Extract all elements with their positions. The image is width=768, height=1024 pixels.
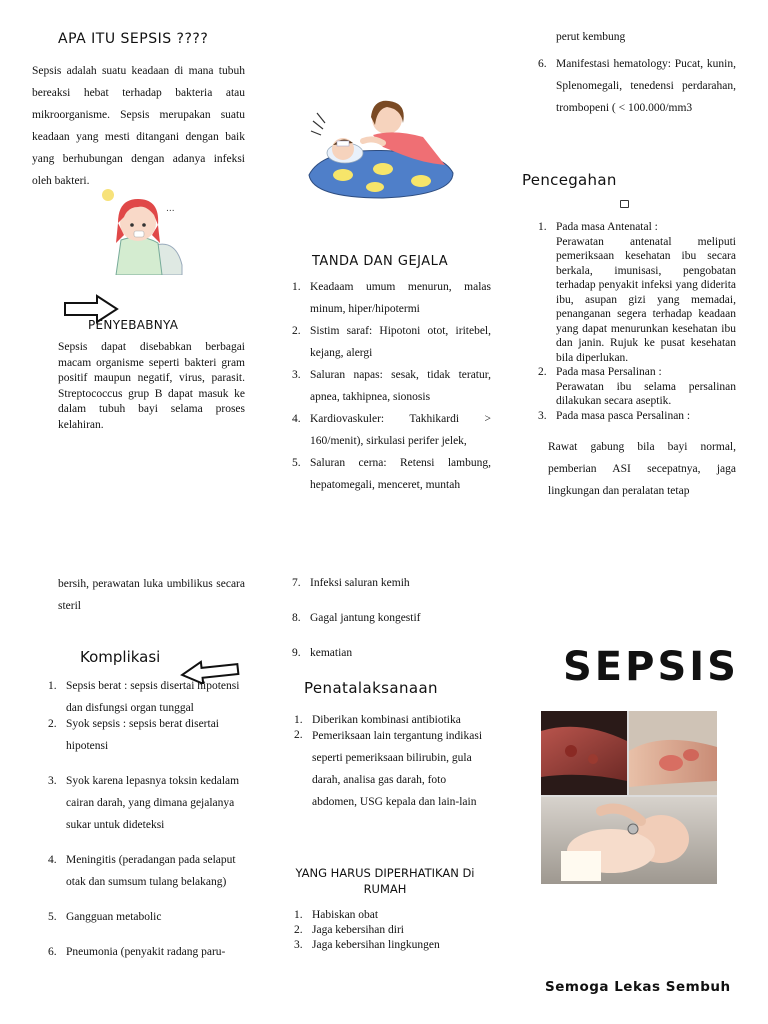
heading-penatalaksanaan: Penatalaksanaan — [304, 679, 438, 697]
list-item: 3. Jaga kebersihan lingkungen — [294, 939, 440, 951]
heading-penyebabnya: PENYEBABNYA — [88, 318, 179, 332]
list-item: 9. kematian — [292, 647, 353, 659]
list-item: 1. Sepsis berat : sepsis disertai hipotensi dan disfungsi organ tunggal — [48, 680, 240, 714]
list-item: 5. Saluran cerna: Retensi lambung, hepatomegali, menceret, muntah — [292, 457, 491, 491]
complications-list-continued — [292, 575, 491, 662]
svg-text:...: ... — [166, 204, 175, 214]
mother-child-illustration — [303, 95, 465, 200]
prevention-continuation: bersih, perawatan luka umbilikus secara steril — [58, 578, 245, 612]
sick-girl-illustration — [96, 185, 186, 275]
heading-apa-itu-sepsis: APA ITU SEPSIS ???? — [58, 31, 209, 47]
heading-tanda-gejala: TANDA DAN GEJALA — [312, 254, 449, 269]
symptom-continuation: perut kembung — [556, 31, 626, 43]
list-item: 8. Gagal jantung kongestif — [292, 612, 421, 624]
list-item: 2. Syok sepsis : sepsis berat disertai hipotensi — [48, 718, 219, 752]
home-care-list — [294, 908, 490, 953]
prevention-list — [538, 220, 736, 423]
cause-paragraph: Sepsis dapat disebabkan berbagai macam organisme seperti bakteri gram positif maupun negatif, virus, parasit. Streptococcus grup B dapat masuk ke dalam tubuh bayi selama proses kelahiran. — [58, 341, 245, 431]
list-item: 1. Keadaam umum menurun, malas minum, hiper/hipotermi — [292, 281, 491, 315]
cover-title: SEPSIS — [563, 644, 739, 690]
list-item: 2. Sistim saraf: Hipotoni otot, iritebel, kejang, alergi — [292, 325, 491, 359]
list-item: 3. Pada masa pasca Persalinan : — [538, 409, 691, 422]
small-marker-icon — [620, 200, 629, 208]
complications-list — [48, 675, 248, 963]
list-item: 1. Pada masa Antenatal : Perawatan antenatal meliputi pemeriksaan kesehatan ibu secara berkala, imunisasi, pengobatan terhadap penyakit infeksi yang diderita ibu, asupan gizi yang memadai, penanganan segera terhadap keadaan yang dapat menurunkan kesehatan ibu dan janin. Rujuk ke pusat kesehatan bila diperlukan. — [538, 221, 736, 364]
intro-paragraph: Sepsis adalah suatu keadaan di mana tubuh bereaksi hebat terhadap bakteria atau mikroorganisme. Sepsis merupakan suatu keadaan yang mesti ditangani dengan baik yang berhubungan dengan adanya infeksi oleh bakteri. — [32, 65, 245, 187]
list-item: 3. Syok karena lepasnya toksin kedalam cairan darah, yang dimana gejalanya sukar untuk dideteksi — [48, 775, 240, 831]
list-item: 6. Pneumonia (penyakit radang paru- — [48, 946, 226, 958]
list-item: 2. Pemeriksaan lain tergantung indikasi seperti pemeriksaan bilirubin, gula darah, analisa gas darah, foto abdomen, USG kepala dan lain-lain — [294, 729, 483, 808]
list-item: 2. Pada masa Persalinan : Perawatan ibu selama persalinan dilakukan secara aseptik. — [538, 366, 736, 407]
prevention-item-3-detail: Rawat gabung bila bayi normal, pemberian ASI secepatnya, jaga lingkungan dan peralatan tetap — [548, 441, 736, 497]
list-item: 4. Meningitis (peradangan pada selaput otak dan sumsum tulang belakang) — [48, 854, 236, 888]
list-item: 1. Diberikan kombinasi antibiotika — [294, 714, 461, 726]
list-item: 7. Infeksi saluran kemih — [292, 577, 410, 589]
list-item: 5. Gangguan metabolic — [48, 911, 162, 923]
list-item: 3. Saluran napas: sesak, tidak teratur, apnea, takhipnea, sionosis — [292, 369, 491, 403]
heading-at-home: YANG HARUS DIPERHATIKAN Di RUMAH — [295, 866, 475, 896]
list-item: 2. Jaga kebersihan diri — [294, 924, 404, 936]
sepsis-photo-collage — [541, 711, 717, 884]
treatment-list — [294, 713, 490, 813]
list-item: 6. Manifestasi hematology: Pucat, kunin, Splenomegali, tenedensi perdarahan, trombopeni ( < 100.000/mm3 — [538, 58, 736, 114]
symptoms-list — [292, 276, 491, 496]
closing-message: Semoga Lekas Sembuh — [545, 979, 731, 995]
heading-komplikasi: Komplikasi — [80, 648, 161, 666]
symptoms-list-continued — [538, 53, 736, 119]
list-item: 4. Kardiovaskuler: Takhikardi > 160/menit), sirkulasi perifer jelek, — [292, 413, 491, 447]
list-item: 1. Habiskan obat — [294, 909, 379, 921]
heading-pencegahan: Pencegahan — [522, 171, 617, 189]
